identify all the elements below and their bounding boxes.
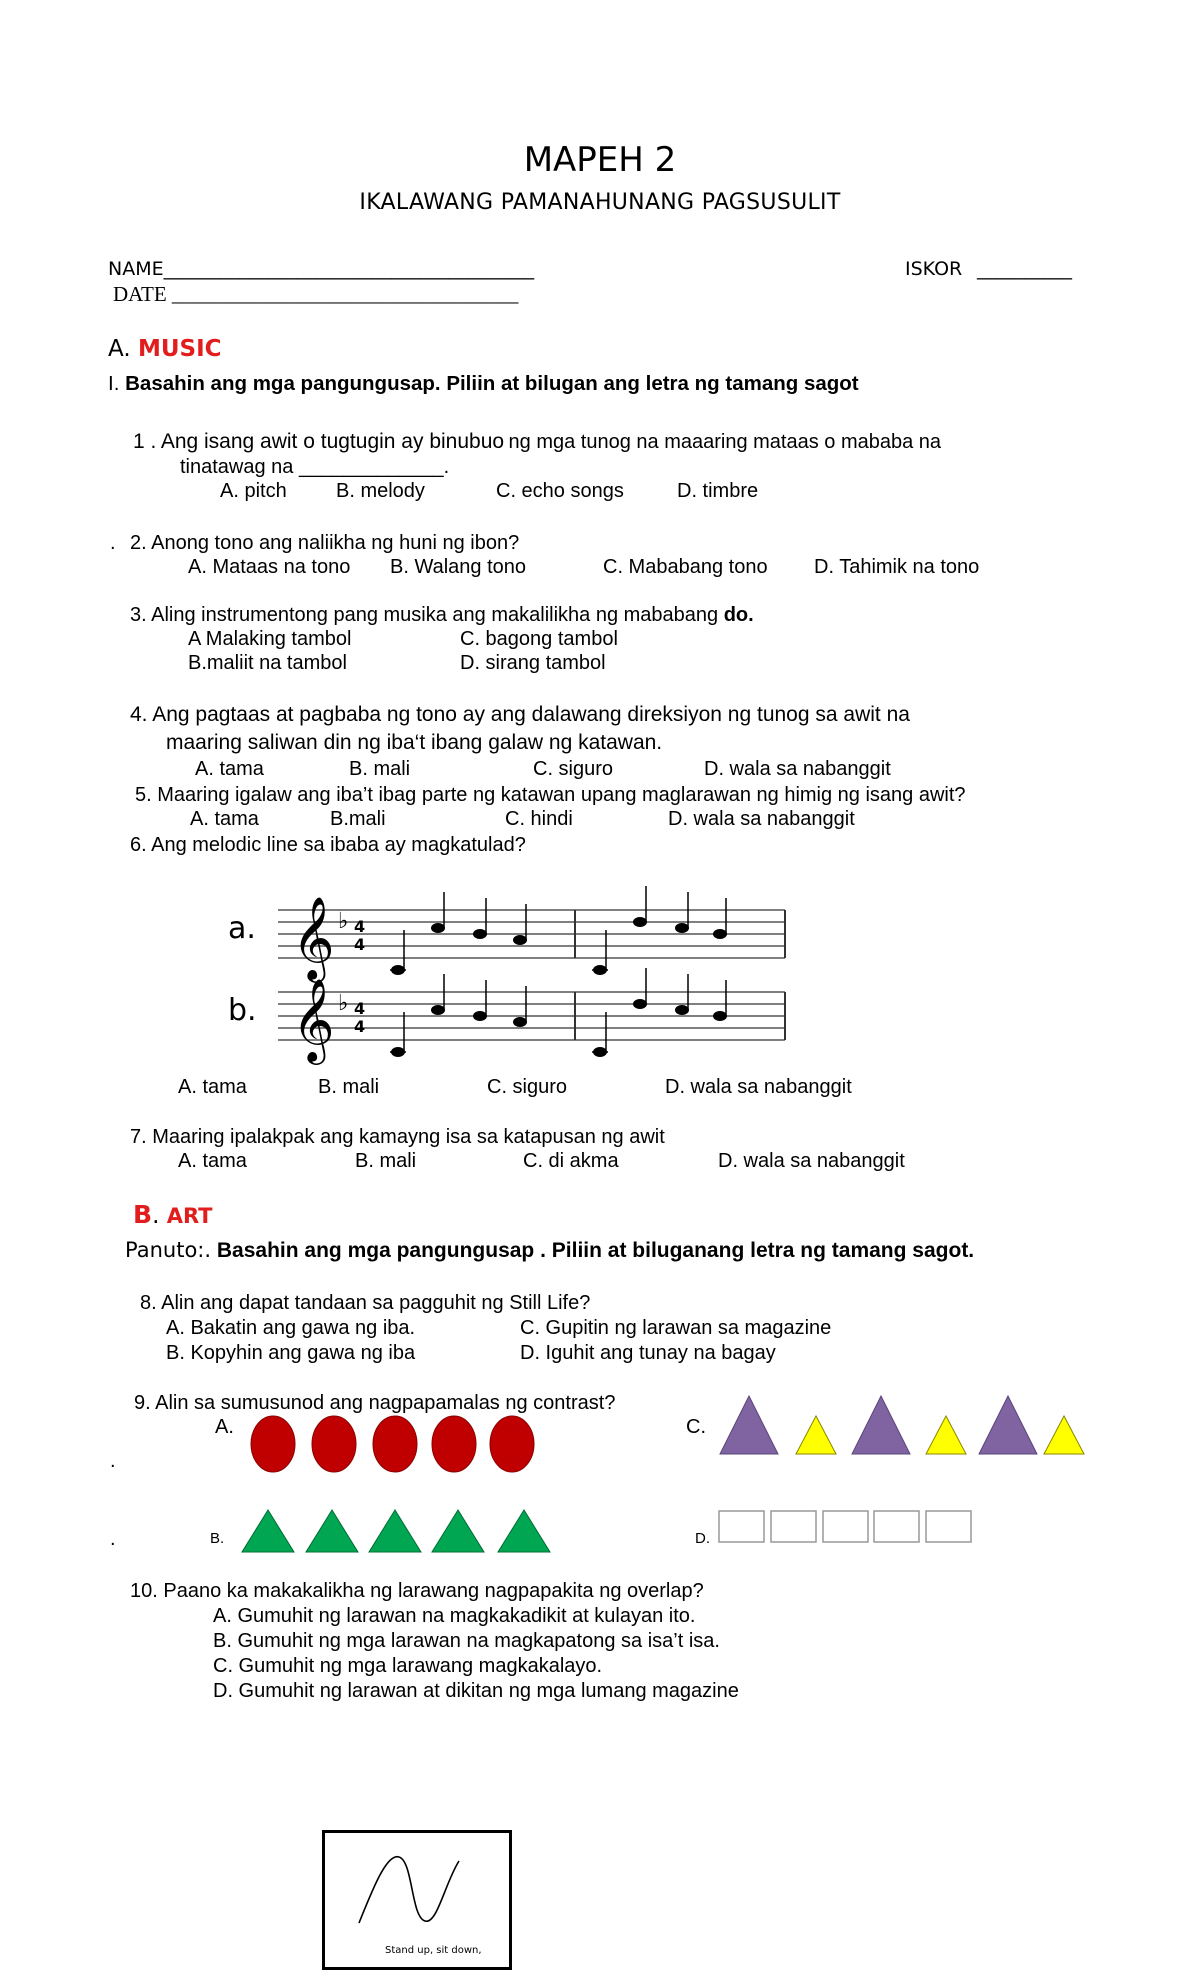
q6-option-d[interactable]: D. wala sa nabanggit bbox=[665, 1076, 852, 1098]
flat-icon: ♭ bbox=[338, 991, 349, 1016]
q1-text-a: Ang isang awit o tugtugin ay binubuo bbox=[160, 430, 505, 453]
figure-caption: Stand up, sit down, bbox=[385, 1945, 482, 1956]
question-2: 2. Anong tono ang naliikha ng huni ng ibon? bbox=[130, 532, 520, 554]
svg-text:4: 4 bbox=[354, 1017, 366, 1036]
question-7: 7. Maaring ipalakpak ang kamayng isa sa katapusan ng awit bbox=[130, 1126, 665, 1148]
art-title: ART bbox=[166, 1204, 213, 1228]
empty-box-4 bbox=[874, 1511, 919, 1542]
red-oval-4 bbox=[432, 1416, 476, 1472]
empty-box-5 bbox=[926, 1511, 971, 1542]
q4-option-d[interactable]: D. wala sa nabanggit bbox=[704, 758, 891, 780]
q2-option-d[interactable]: D. Tahimik na tono bbox=[814, 556, 980, 578]
q7-option-b[interactable]: B. mali bbox=[355, 1150, 417, 1172]
question-9: 9. Alin sa sumusunod ang nagpapamalas ng contrast? bbox=[134, 1392, 616, 1414]
q3-option-a[interactable]: A Malaking tambol bbox=[188, 628, 352, 650]
q10-option-c[interactable]: C. Gumuhit ng mga larawang magkakalayo. bbox=[213, 1655, 603, 1677]
q9-option-b-shapes[interactable] bbox=[240, 1508, 560, 1554]
q1-text-b: ng mga tunog na maaaring mataas o mababa na bbox=[508, 431, 942, 453]
q9-label-d: D. bbox=[695, 1530, 710, 1547]
treble-clef-icon: 𝄞 bbox=[292, 895, 335, 979]
q9-option-d-shapes[interactable] bbox=[718, 1510, 978, 1544]
q9-option-c-shapes[interactable] bbox=[718, 1394, 1088, 1458]
q5-option-a[interactable]: A. tama bbox=[190, 808, 259, 830]
q5-option-b[interactable]: B.mali bbox=[330, 808, 386, 830]
svg-text:4: 4 bbox=[354, 999, 366, 1018]
q7-option-c[interactable]: C. di akma bbox=[523, 1150, 619, 1172]
q1-number: 1 . bbox=[133, 430, 157, 453]
question-4-line1: 4. Ang pagtaas at pagbaba ng tono ay ang dalawang direksiyon ng tunog sa awit na bbox=[130, 703, 910, 726]
q6-option-b[interactable]: B. mali bbox=[318, 1076, 380, 1098]
q10-option-b[interactable]: B. Gumuhit ng mga larawan na magkapatong sa isa’t isa. bbox=[213, 1630, 720, 1652]
melodic-contour-figure bbox=[322, 1830, 512, 1970]
q2-option-c[interactable]: C. Mababang tono bbox=[603, 556, 768, 578]
red-oval-5 bbox=[490, 1416, 534, 1472]
purple-triangle-3 bbox=[979, 1396, 1037, 1454]
purple-triangle-1 bbox=[720, 1396, 778, 1454]
question-1 bbox=[133, 430, 941, 454]
green-triangle-2 bbox=[306, 1510, 358, 1552]
q7-option-d[interactable]: D. wala sa nabanggit bbox=[718, 1150, 905, 1172]
q7-option-a[interactable]: A. tama bbox=[178, 1150, 247, 1172]
red-oval-3 bbox=[373, 1416, 417, 1472]
q3-bold: do. bbox=[723, 604, 754, 626]
q1-option-d[interactable]: D. timbre bbox=[677, 480, 759, 502]
instruction-prefix: Panuto:. bbox=[125, 1238, 212, 1262]
q5-option-c[interactable]: C. hindi bbox=[505, 808, 573, 830]
q2-option-b[interactable]: B. Walang tono bbox=[390, 556, 527, 578]
staff-label-b: b. bbox=[228, 993, 257, 1028]
page-title: MAPEH 2 bbox=[523, 140, 677, 180]
q1-line2: tinatawag na _____________. bbox=[180, 456, 450, 478]
staff-label-a: a. bbox=[228, 911, 256, 946]
melodic-line-figure bbox=[220, 880, 790, 1070]
q3-option-c[interactable]: C. bagong tambol bbox=[460, 628, 618, 650]
purple-triangle-2 bbox=[852, 1396, 910, 1454]
yellow-triangle-1 bbox=[796, 1416, 836, 1454]
q6-option-c[interactable]: C. siguro bbox=[487, 1076, 568, 1098]
q3-text: 3. Aling instrumentong pang musika ang makalilikha ng mababang bbox=[130, 604, 719, 626]
instruction-text: Basahin ang mga pangungusap . Piliin at biluganang letra ng tamang sagot. bbox=[216, 1239, 975, 1262]
red-oval-1 bbox=[251, 1416, 295, 1472]
q8-option-c[interactable]: C. Gupitin ng larawan sa magazine bbox=[520, 1317, 832, 1339]
q1-option-b[interactable]: B. melody bbox=[336, 480, 425, 502]
q5-option-d[interactable]: D. wala sa nabanggit bbox=[668, 808, 855, 830]
empty-box-2 bbox=[771, 1511, 816, 1542]
flat-icon: ♭ bbox=[338, 909, 349, 934]
q2-option-a[interactable]: A. Mataas na tono bbox=[188, 556, 351, 578]
art-instruction bbox=[125, 1238, 974, 1263]
green-triangle-3 bbox=[369, 1510, 421, 1552]
music-section-heading bbox=[108, 336, 222, 362]
q10-option-d[interactable]: D. Gumuhit ng larawan at dikitan ng mga lumang magazine bbox=[213, 1680, 739, 1702]
art-letter: B bbox=[133, 1200, 153, 1229]
q4-option-c[interactable]: C. siguro bbox=[533, 758, 614, 780]
q9-dot-1: . bbox=[110, 1450, 116, 1472]
green-triangle-5 bbox=[498, 1510, 550, 1552]
art-dot: . bbox=[152, 1203, 160, 1229]
q9-label-a: A. bbox=[215, 1416, 234, 1438]
q3-option-d[interactable]: D. sirang tambol bbox=[460, 652, 606, 674]
q1-option-c[interactable]: C. echo songs bbox=[496, 480, 624, 502]
question-4-line2: maaring saliwan din ng iba‘t ibang galaw ng katawan. bbox=[166, 731, 663, 754]
q1-option-a[interactable]: A. pitch bbox=[220, 480, 287, 502]
question-8: 8. Alin ang dapat tandaan sa pagguhit ng Still Life? bbox=[140, 1292, 591, 1314]
wave-line-icon bbox=[325, 1833, 509, 1967]
empty-box-1 bbox=[719, 1511, 764, 1542]
question-5: 5. Maaring igalaw ang iba’t ibag parte ng katawan upang maglarawan ng himig ng isang awit? bbox=[135, 784, 966, 806]
score-label: ISKOR bbox=[905, 258, 963, 280]
q6-option-a[interactable]: A. tama bbox=[178, 1076, 247, 1098]
name-field: NAME_______________________________________ bbox=[108, 258, 535, 280]
q2-dot: . bbox=[110, 532, 116, 554]
question-3 bbox=[130, 604, 754, 627]
svg-text:4: 4 bbox=[354, 935, 366, 954]
staff-b bbox=[278, 968, 785, 1065]
art-section-heading bbox=[133, 1200, 213, 1229]
q8-option-d[interactable]: D. Iguhit ang tunay na bagay bbox=[520, 1342, 776, 1364]
q9-dot-2: . bbox=[110, 1528, 116, 1550]
q8-option-b[interactable]: B. Kopyhin ang gawa ng iba bbox=[166, 1342, 416, 1364]
score-field: __________ bbox=[977, 258, 1072, 280]
q4-option-a[interactable]: A. tama bbox=[195, 758, 264, 780]
instruction-text: Basahin ang mga pangungusap. Piliin at bilugan ang letra ng tamang sagot bbox=[125, 372, 859, 395]
page-subtitle: IKALAWANG PAMANAHUNANG PAGSUSULIT bbox=[359, 190, 841, 215]
green-triangle-4 bbox=[432, 1510, 484, 1552]
empty-box-3 bbox=[823, 1511, 868, 1542]
music-title: MUSIC bbox=[137, 336, 222, 362]
date-field: DATE _________________________________ bbox=[113, 282, 519, 306]
green-triangle-1 bbox=[242, 1510, 294, 1552]
yellow-triangle-2 bbox=[926, 1416, 966, 1454]
q4-option-b[interactable]: B. mali bbox=[349, 758, 411, 780]
music-instruction bbox=[108, 372, 859, 396]
treble-clef-icon: 𝄞 bbox=[292, 977, 335, 1061]
q9-label-c: C. bbox=[686, 1416, 706, 1438]
svg-text:4: 4 bbox=[354, 917, 366, 936]
music-letter: A. bbox=[108, 336, 131, 362]
q9-option-a-shapes[interactable] bbox=[248, 1414, 538, 1476]
question-10: 10. Paano ka makakalikha ng larawang nagpapakita ng overlap? bbox=[130, 1580, 704, 1602]
instruction-number: I. bbox=[108, 372, 120, 395]
q9-label-b: B. bbox=[210, 1530, 225, 1547]
yellow-triangle-3 bbox=[1044, 1416, 1084, 1454]
q3-option-b[interactable]: B.maliit na tambol bbox=[188, 652, 347, 674]
question-6: 6. Ang melodic line sa ibaba ay magkatulad? bbox=[130, 834, 526, 856]
q10-option-a[interactable]: A. Gumuhit ng larawan na magkakadikit at kulayan ito. bbox=[213, 1605, 696, 1627]
q8-option-a[interactable]: A. Bakatin ang gawa ng iba. bbox=[166, 1317, 416, 1339]
red-oval-2 bbox=[312, 1416, 356, 1472]
staff-a bbox=[278, 886, 785, 983]
